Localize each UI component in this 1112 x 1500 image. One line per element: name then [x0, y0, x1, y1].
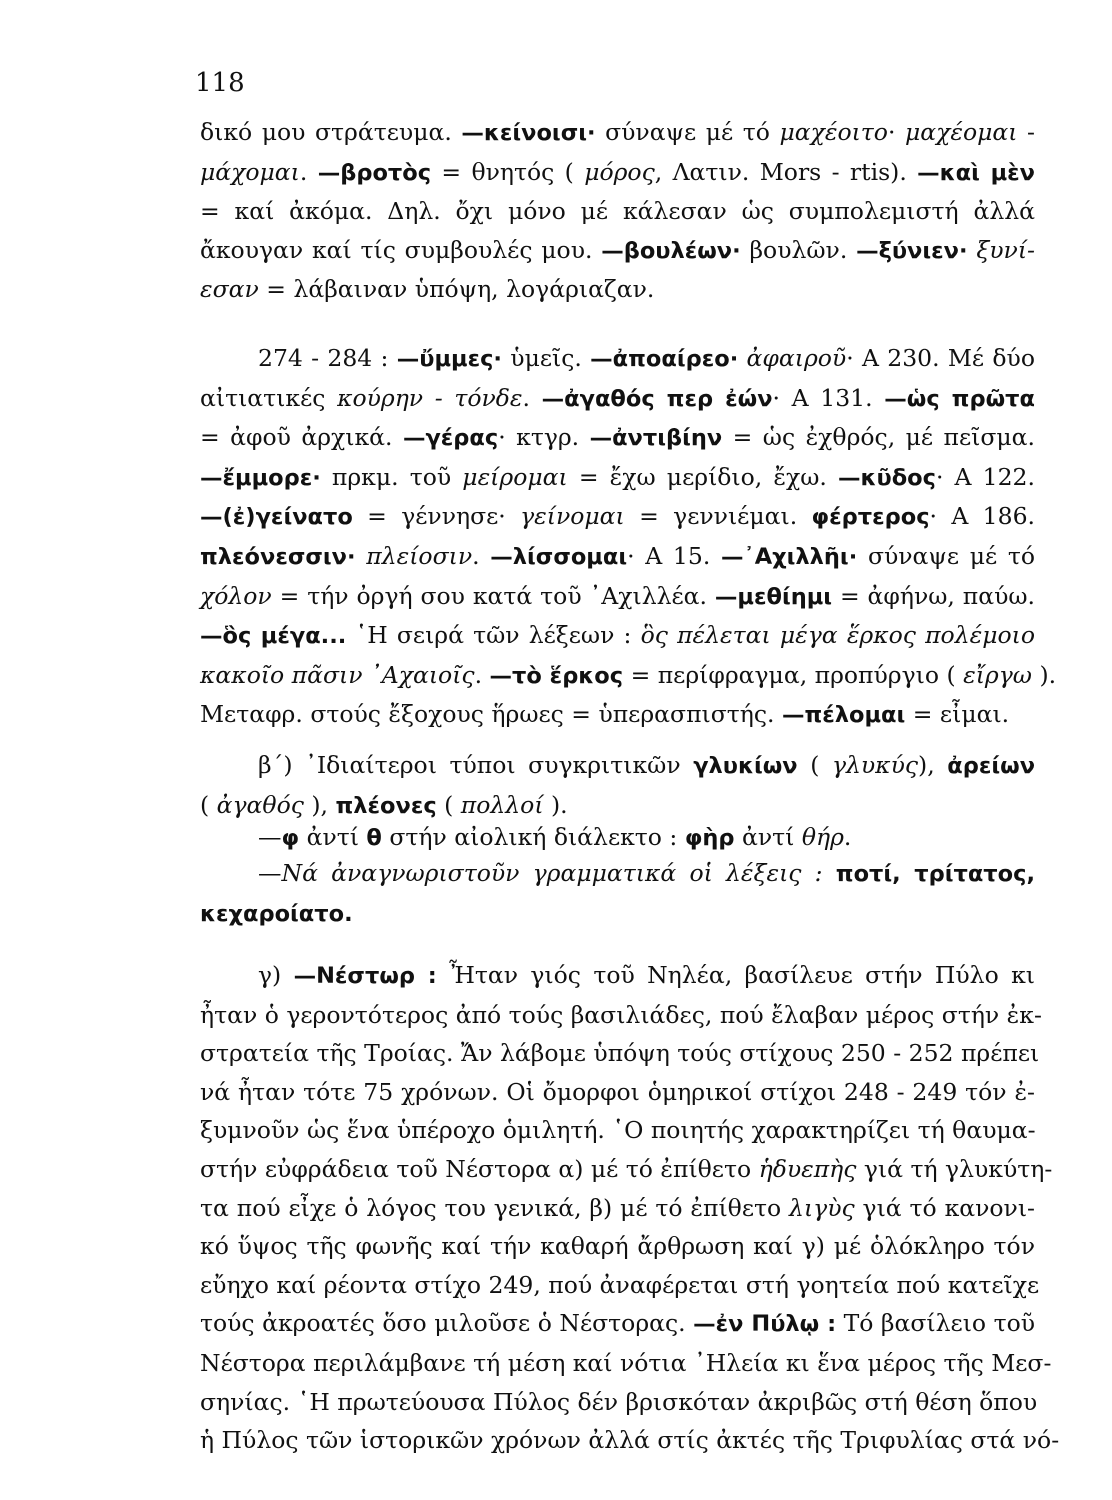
text-line: [200, 1189, 1035, 1228]
text-run: —: [258, 823, 282, 851]
text-line: [200, 192, 1035, 231]
text-run: 274 - 284 :: [258, 344, 397, 372]
text-run: , Λατιν. Mors - rtis).: [654, 157, 918, 186]
italic-term: ξυνί-: [976, 235, 1035, 264]
bold-lemma: —(ἐ)γείνατο: [200, 504, 353, 531]
italic-term: γλυκύς: [831, 751, 919, 779]
text-line: [200, 656, 1057, 696]
italic-term: πολλοί: [460, 790, 544, 819]
bold-lemma: —καὶ μὲν: [917, 159, 1035, 186]
text-run: .: [299, 157, 318, 186]
bold-lemma: θ: [366, 825, 382, 851]
text-run: · Α 186.: [929, 502, 1035, 531]
italic-term: Νά ἀναγνωριστοῦν γραμματικά οἱ λέξεις :: [281, 859, 823, 887]
text-run: γ): [258, 961, 294, 989]
text-run: (: [797, 751, 832, 779]
italic-term: θήρ: [801, 823, 844, 851]
italic-term: λιγὺς: [789, 1193, 855, 1222]
italic-term: εσαν: [200, 275, 259, 304]
text-run: [968, 236, 977, 264]
bold-lemma: —ξύνιεν·: [856, 237, 968, 264]
text-run: εὔηχο καί ρέοντα στίχο 249, πού ἀναφέρεται στή γοητεία πού κατεῖχε: [200, 1270, 1040, 1299]
text-line: [200, 113, 1035, 153]
text-run: .: [843, 823, 852, 851]
italic-term: μαχέοιτο: [779, 118, 888, 146]
text-run: = περίφραγμα, προπύργιο (: [623, 660, 964, 689]
text-line: [200, 1344, 1052, 1383]
text-line: [200, 616, 1035, 656]
bold-lemma: —τὸ ἕρκος: [489, 662, 624, 689]
page-number: 118: [195, 68, 245, 98]
text-run: ξυμνοῦν ὡς ἕνα ὑπέροχο ὁμιλητή. ῾Ο ποιητής χαρακτηρίζει τή θαυμα-: [200, 1116, 1036, 1145]
bold-lemma: φ: [281, 825, 300, 851]
text-run: -: [1017, 118, 1035, 146]
text-run: .: [472, 541, 491, 570]
text-run: σηνίας. ῾Η πρωτεύουσα Πύλος δέν βρισκόταν ἀκριβῶς στή θέση ὅπου: [200, 1387, 1038, 1416]
text-run: = τήν ὀργή σου κατά τοῦ ᾿Αχιλλέα.: [271, 581, 715, 610]
text-run: = εἶμαι.: [905, 700, 1010, 729]
italic-term: ὃς πέλεται μέγα ἕρκος πολέμοιο: [640, 621, 1035, 650]
bold-lemma: —κείνοισι·: [461, 120, 596, 146]
bold-lemma: ποτί, τρίτατος,: [835, 861, 1035, 887]
italic-term: μόρος: [584, 157, 655, 186]
text-run: κό ὕψος τῆς φωνῆς καί τήν καθαρή ἄρθρωση καί γ) μέ ὁλόκληρο τόν: [200, 1232, 1035, 1261]
text-run: = ἀφήνω, παύω.: [832, 581, 1036, 610]
italic-term: χόλον: [200, 581, 272, 610]
text-line: [200, 695, 1035, 735]
paragraph-nestor: [200, 956, 1060, 1460]
text-run: [823, 859, 836, 887]
text-run: ).: [1031, 660, 1057, 689]
paragraph-comparatives: [200, 746, 1035, 825]
text-run: (: [436, 790, 461, 819]
text-run: Μεταφρ. στούς ἔξοχους ἥρωες = ὑπερασπιστής.: [200, 700, 782, 729]
bold-lemma: φέρτερος: [811, 504, 930, 531]
text-run: ),: [918, 751, 948, 779]
text-run: ).: [543, 790, 568, 819]
bold-lemma: —ὃς μέγα...: [200, 623, 347, 650]
text-run: ῾Η σειρά τῶν λέξεων :: [346, 621, 641, 650]
bold-lemma: —βροτὸς: [317, 159, 432, 186]
text-run: ),: [303, 790, 336, 819]
bold-lemma: κεχαροίατο.: [200, 900, 353, 927]
paragraph-glossary-1: [200, 113, 1035, 309]
text-line: [200, 1383, 1038, 1422]
text-run: ἀντί: [734, 823, 802, 851]
text-line: [200, 818, 1035, 858]
italic-term: κούρην - τόνδε: [337, 383, 523, 412]
bold-lemma: —ὔμμες·: [396, 346, 502, 372]
text-run: = ὡς ἐχθρός, μέ πεῖσμα.: [722, 423, 1035, 452]
text-run: = γέννησε·: [352, 502, 521, 531]
text-run: Τό βασίλειο τοῦ: [836, 1309, 1036, 1338]
italic-term: μάχομαι: [200, 157, 300, 186]
bold-lemma: γλυκίων: [693, 753, 798, 779]
text-run: ἄκουγαν καί τίς συμβουλές μου.: [200, 235, 602, 264]
text-run: στρατεία τῆς Τροίας. Ἄν λάβομε ὑπόψη τούς στίχους 250 - 252 πρέπει: [200, 1039, 1040, 1068]
text-line: [200, 537, 1035, 577]
italic-term: κακοῖο πᾶσιν ᾿Αχαιοῖς: [200, 660, 475, 689]
text-line: [200, 956, 1035, 996]
text-run: στήν εὐφράδεια τοῦ Νέστορα α) μέ τό ἐπίθετο: [200, 1154, 759, 1183]
text-run: γιά τό κανονι-: [854, 1193, 1036, 1222]
text-run: = καί ἀκόμα. Δηλ. ὄχι μόνο μέ κάλεσαν ὡς συμπολεμιστή ἀλλά: [200, 197, 1035, 226]
text-run: ἡ Πύλος τῶν ἱστορικῶν χρόνων ἀλλά στίς ἀκτές τῆς Τριφυλίας στά νό-: [200, 1426, 1060, 1455]
text-run: [356, 542, 367, 570]
bold-lemma: πλεόνεσσιν·: [200, 543, 356, 570]
bold-lemma: πλέονες: [335, 792, 437, 819]
paragraph-aeolic-dialect: [200, 818, 1035, 858]
text-line: [200, 1304, 1035, 1344]
bold-lemma: —ἀγαθός περ ἐών: [541, 385, 773, 412]
paragraph-grammar-exercise: [200, 854, 1035, 933]
text-line: [200, 1150, 1053, 1189]
text-line: [200, 458, 1035, 498]
text-run: = γεννιέμαι.: [624, 502, 812, 531]
text-line: [200, 231, 1035, 271]
italic-term: εἴργω: [963, 660, 1032, 689]
text-line: [200, 1421, 1060, 1460]
text-line: [200, 854, 1035, 894]
text-line: [200, 497, 1035, 537]
text-run: βουλῶν.: [740, 235, 857, 264]
text-run: · κτγρ.: [498, 423, 590, 452]
text-run: σύναψε μέ τό: [857, 541, 1035, 570]
bold-lemma: φὴρ: [684, 825, 735, 851]
text-run: τούς ἀκροατές ὅσο μιλοῦσε ὁ Νέστορας.: [200, 1309, 694, 1338]
bold-lemma: —μεθίημι: [714, 583, 833, 610]
bold-lemma: —ὡς πρῶτα: [884, 385, 1035, 412]
bold-lemma: —λίσσομαι: [490, 543, 628, 570]
text-run: β΄) ᾿Ιδιαίτεροι τύποι συγκριτικῶν: [258, 751, 694, 779]
text-run: = ἔχω μερίδιο, ἔχω.: [567, 462, 839, 491]
text-line: [200, 1111, 1035, 1150]
text-run: · Α 122.: [935, 462, 1035, 491]
text-run: · Α 131.: [772, 383, 885, 412]
text-line: [200, 746, 1035, 786]
text-run: πρκμ. τοῦ: [320, 462, 463, 491]
text-run: · Α 15.: [627, 541, 721, 570]
text-line: [200, 339, 1035, 379]
italic-term: ἡδυεπὴς: [758, 1154, 857, 1183]
bold-lemma: —βουλέων·: [601, 237, 741, 264]
text-line: [200, 1266, 1040, 1305]
bold-lemma: —ἐν Πύλῳ :: [693, 1311, 837, 1338]
text-run: —: [258, 859, 282, 887]
text-run: (: [200, 790, 217, 819]
bold-lemma: —πέλομαι: [781, 702, 906, 729]
italic-term: ἀγαθός: [216, 790, 304, 819]
text-line: [200, 894, 1035, 934]
bold-lemma: —ἀποαίρεο·: [590, 346, 739, 372]
bold-lemma: —Νέστωρ :: [293, 963, 437, 989]
text-line: [200, 1073, 1035, 1112]
paragraph-glossary-274-284: [200, 339, 1057, 735]
bold-lemma: —ἀντιβίην: [589, 425, 723, 452]
text-line: [200, 1227, 1035, 1266]
text-run: .: [522, 383, 542, 412]
bold-lemma: ἀρείων: [947, 753, 1036, 779]
italic-term: πλείοσιν: [366, 541, 473, 570]
text-run: ἦταν ὁ γεροντότερος ἀπό τούς βασιλιάδες, πού ἔλαβαν μέρος στήν ἐκ-: [200, 1000, 1042, 1029]
text-line: [200, 577, 1035, 617]
text-run: ·: [887, 118, 905, 146]
text-run: σύναψε μέ τό: [595, 118, 780, 146]
text-run: ἀντί: [299, 823, 367, 851]
text-run: = λάβαιναν ὑπόψη, λογάριαζαν.: [258, 275, 655, 304]
text-run: αἰτιατικές: [200, 383, 338, 412]
bold-lemma: —κῦδος: [838, 464, 936, 491]
text-line: [200, 270, 1035, 309]
text-run: = θνητός (: [431, 157, 585, 186]
text-run: νά ἦταν τότε 75 χρόνων. Οἱ ὄμορφοι ὁμηρικοί στίχοι 248 - 249 τόν ἐ-: [200, 1077, 1035, 1106]
text-run: · Α 230. Μέ δύο: [846, 344, 1035, 372]
text-run: = ἀφοῦ ἀρχικά.: [200, 423, 403, 452]
text-run: .: [474, 660, 490, 689]
text-run: Νέστορα περιλάμβανε τή μέση καί νότια ᾿Ηλεία κι ἕνα μέρος τῆς Μεσ-: [200, 1348, 1052, 1377]
text-line: [200, 153, 1035, 193]
italic-term: μαχέομαι: [905, 118, 1018, 146]
text-run: [738, 344, 746, 372]
text-line: [200, 1034, 1040, 1073]
italic-term: γείνομαι: [520, 502, 625, 531]
bold-lemma: —᾿Αχιλλῆι·: [720, 543, 858, 570]
italic-term: μείρομαι: [462, 462, 568, 491]
text-run: τα πού εἶχε ὁ λόγος του γενικά, β) μέ τό ἐπίθετο: [200, 1193, 790, 1222]
text-run: Ἦταν γιός τοῦ Νηλέα, βασίλευε στήν Πύλο κι: [436, 961, 1035, 989]
text-line: [200, 418, 1035, 458]
text-run: ὑμεῖς.: [501, 344, 591, 372]
bold-lemma: —γέρας: [402, 425, 499, 452]
text-run: γιά τή γλυκύτη-: [856, 1154, 1053, 1183]
text-run: στήν αἰολική διάλεκτο :: [381, 823, 685, 851]
text-line: [200, 379, 1035, 419]
bold-lemma: —ἔμμορε·: [200, 464, 321, 491]
text-run: δικό μου στράτευμα.: [200, 118, 462, 146]
text-line: [200, 996, 1042, 1035]
italic-term: ἀφαιροῦ: [746, 344, 847, 372]
